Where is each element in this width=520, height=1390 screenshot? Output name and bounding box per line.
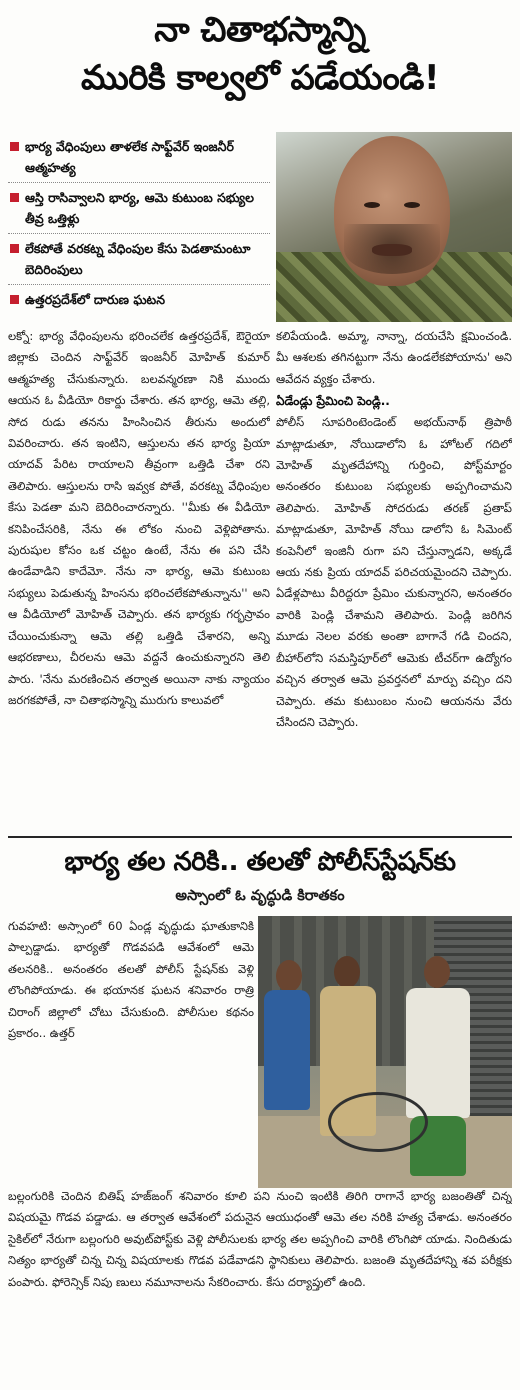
story1-headline [10, 6, 510, 102]
bullet-square-icon [10, 295, 19, 304]
bullet-square-icon [10, 193, 19, 202]
story1-column-1 [8, 326, 270, 832]
photo-accused-head [424, 956, 450, 988]
bullet-square-icon [10, 142, 19, 151]
photo-eye [364, 202, 380, 208]
photo-officer-head [334, 956, 360, 988]
story-divider [8, 836, 512, 838]
story1-bullet [8, 234, 270, 285]
story2-headline: భార్య తల నరికి.. తలతో పోలీస్‌స్టేషన్‌కు [64, 847, 456, 877]
story2-column-full [8, 1186, 512, 1376]
photo-person-body [264, 990, 310, 1110]
photo-person-head [276, 960, 302, 992]
photo-accused-body [406, 988, 470, 1118]
photo-mouth [372, 244, 412, 256]
story1-bullet [8, 183, 270, 234]
story2-subheadline: అస్సాంలో ఓ వృద్ధుడి కిరాతకం [175, 888, 345, 904]
story1-bullet-list [8, 132, 270, 314]
story2-column-left-text: గువహటి: అస్సాంలో 60 ఏండ్ల వృద్ధుడు ఘాతుకానికి పాల్పడ్డాడు. భార్యతో గొడవపడి ఆవేశంలో ఆమె తలనరికి.. అనంతరం తలతో పోలీస్ స్టేషన్‌కు వెళ్లి లొంగిపోయాడు. ఈ భయానక ఘటన శనివారం రాత్రి చిరాంగ్ జిల్లాలో చోటు చేసుకుంది. పోలీసుల కథనం ప్రకారం.. ఉత్తర్ [8, 919, 254, 1041]
photo-face [334, 136, 450, 286]
story1-portrait-photo [276, 132, 512, 322]
story2-column-left [8, 916, 254, 1186]
story2-police-photo [258, 916, 512, 1188]
story1-subhead: ఏడేండ్లు ప్రేమించి పెండ్లి.. [276, 394, 390, 409]
story1-bullet [8, 132, 270, 183]
story1-column-2-para2: పోలీస్ సూపరింటెండెంట్ అభయ్‌నాథ్ త్రిపాఠీ మాట్లాడుతూ, నోయిడాలోని ఓ హోటల్ గదిలో మోహిత్ మృతదేహాన్ని గుర్తించి, పోస్ట్‌మార్టం అనంతరం కుటుంబ సభ్యులకు అప్పగించామని తెలిపారు. మోహిత్ సోదరుడు తరణ్ ప్రతాప్ మాట్లాడుతూ, మోహిత్ నోయి డాలోని ఓ సిమెంట్ కంపెనీలో ఇంజినీ రుగా పని చేస్తున్నాడని, అక్కడే ఆయ నకు ప్రియ యాదవ్ పరిచయమైందని చెప్పారు. ఏడేళ్లపాటు వీరిద్దరూ ప్రేమిం చుకున్నారని, అనంతరం వారికి పెండ్లి చేశామని తెలిపారు. పెండ్లి జరిగిన మూడు నెలల వరకు అంతా బాగానే గడి చిందని, బీహార్‌లోని సమస్తిపూర్‌లో ఆమెకు టీచర్‌గా ఉద్యోగం వచ్చిన తర్వాత ఆమె ప్రవర్తనలో మార్పు వచ్చిం దని చెప్పారు. తమ కుటుంబం నుంచి ఆయనను వేరు చేసిందని చెప్పారు. [276, 415, 512, 729]
story1-bullet-text: ఆస్తి రాసివ్వాలని భార్య, ఆమె కుటుంబ సభ్యుల తీవ్ర ఒత్తిళ్లు [25, 190, 255, 226]
story1-bullet-text: ఉత్తరప్రదేశ్‌లో దారుణ ఘటన [25, 292, 165, 307]
story1-headline-line2: మురికి కాల్వలో పడేయండి! [81, 58, 439, 98]
story1-bullet [8, 285, 270, 314]
photo-eye [404, 202, 420, 208]
story1-headline-line1: నా చితాభస్మాన్ని [154, 10, 366, 50]
story1-column-2-para1: కలిపేయండి. అమ్మా, నాన్నా, దయచేసి క్షమించండి. మీ ఆశలకు తగినట్టుగా నేను ఉండలేకపోయాను' అని ఆవేదన వ్యక్తం చేశారు. [276, 329, 512, 386]
story1-bullet-text: భార్య వేధింపులు తాళలేక సాఫ్ట్‌వేర్ ఇంజనీర్ ఆత్మహత్య [25, 139, 234, 175]
story2-column-full-text: బల్లంగురికి చెందిన బితిష్ హజ్‌ఙంగ్ శనివారం కూలి పని నుంచి ఇంటికి తిరిగి రాగానే భార్య బజంతితో చిన్న విషయమై గొడవ పడ్డాడు. ఆ తర్వాత ఆవేశంలో పదునైన ఆయుధంతో ఆమె తల నరికి హత్య చేశాడు. అనంతరం సైకిల్‌లో నేరుగా బల్లంగురి అవుట్‌పోస్ట్‌కు వెళ్లి పోలీసులకు భార్య తల అప్పగించి వారికి లొంగిపో యాడు. నిందితుడు నిత్యం భార్యతో చిన్న చిన్న విషయాలకు గొడవ పడేవాడని స్థానికులు తెలిపారు. బజంతి మృతదేహాన్ని శవ పరీక్షకు పంపారు. ఫోరెన్సిక్ నిపు ణులు నమూనాలను సేకరించారు. కేసు దర్యాప్తులో ఉంది. [8, 1189, 512, 1289]
photo-bicycle [328, 1092, 428, 1152]
story1-column-2 [276, 326, 512, 832]
story1-column-1-text: లక్నో: భార్య వేధింపులను భరించలేక ఉత్తరప్రదేశ్, ఔరైయా జిల్లాకు చెందిన సాఫ్ట్‌వేర్ ఇంజనీర్ మోహిత్ కుమార్ ఆత్మహత్య చేసుకున్నారు. బలవన్మరణా నికి ముందు ఆయన ఓ వీడియో రికార్డు చేశారు. తన భార్య, ఆమె తల్లి, సోద రుడు తనను హింసించిన తీరును అందులో వివరించారు. తన ఇంటిని, ఆస్తులను తన భార్య ప్రియా యాదవ్ పేరిట రాయాలని తీవ్రంగా ఒత్తిడి చేశా రని తెలిపారు. ఆస్తులను రాసి ఇవ్వక పోతే, వరకట్న వేధింపుల కేసు పెడతా మని బెదిరించారన్నారు. ''మీకు ఈ వీడియో కనిపించేసరికి, నేను ఈ లోకం నుంచి వెళ్లిపోతాను. పురుషుల కోసం ఒక చట్టం ఉంటే, నేను ఈ పని చేసి ఉండేవాడిని కాదేమో. నేను నా భార్య, ఆమె కుటుంబ సభ్యులు పెడుతున్న హింసను భరించలేకపోతున్నాను'' అని ఆ వీడియోలో మోహిత్ చెప్పారు. తన భార్యకు గర్భస్రావం చేయించుకున్నా ఆమె తల్లి ఒత్తిడి చేశారని, అన్ని ఆభరణాలు, చీరలను ఆమె వద్దనే ఉంచుకున్నారని తెలి పారు. 'నేను మరణించిన తర్వాత అయినా నాకు న్యాయం జరగకపోతే, నా చితాభస్మాన్ని మురుగు కాలువలో [8, 329, 270, 707]
story1-bullet-text: లేకపోతే వరకట్న వేధింపుల కేసు పెడతామంటూ బెదిరింపులు [25, 241, 251, 277]
bullet-square-icon [10, 244, 19, 253]
